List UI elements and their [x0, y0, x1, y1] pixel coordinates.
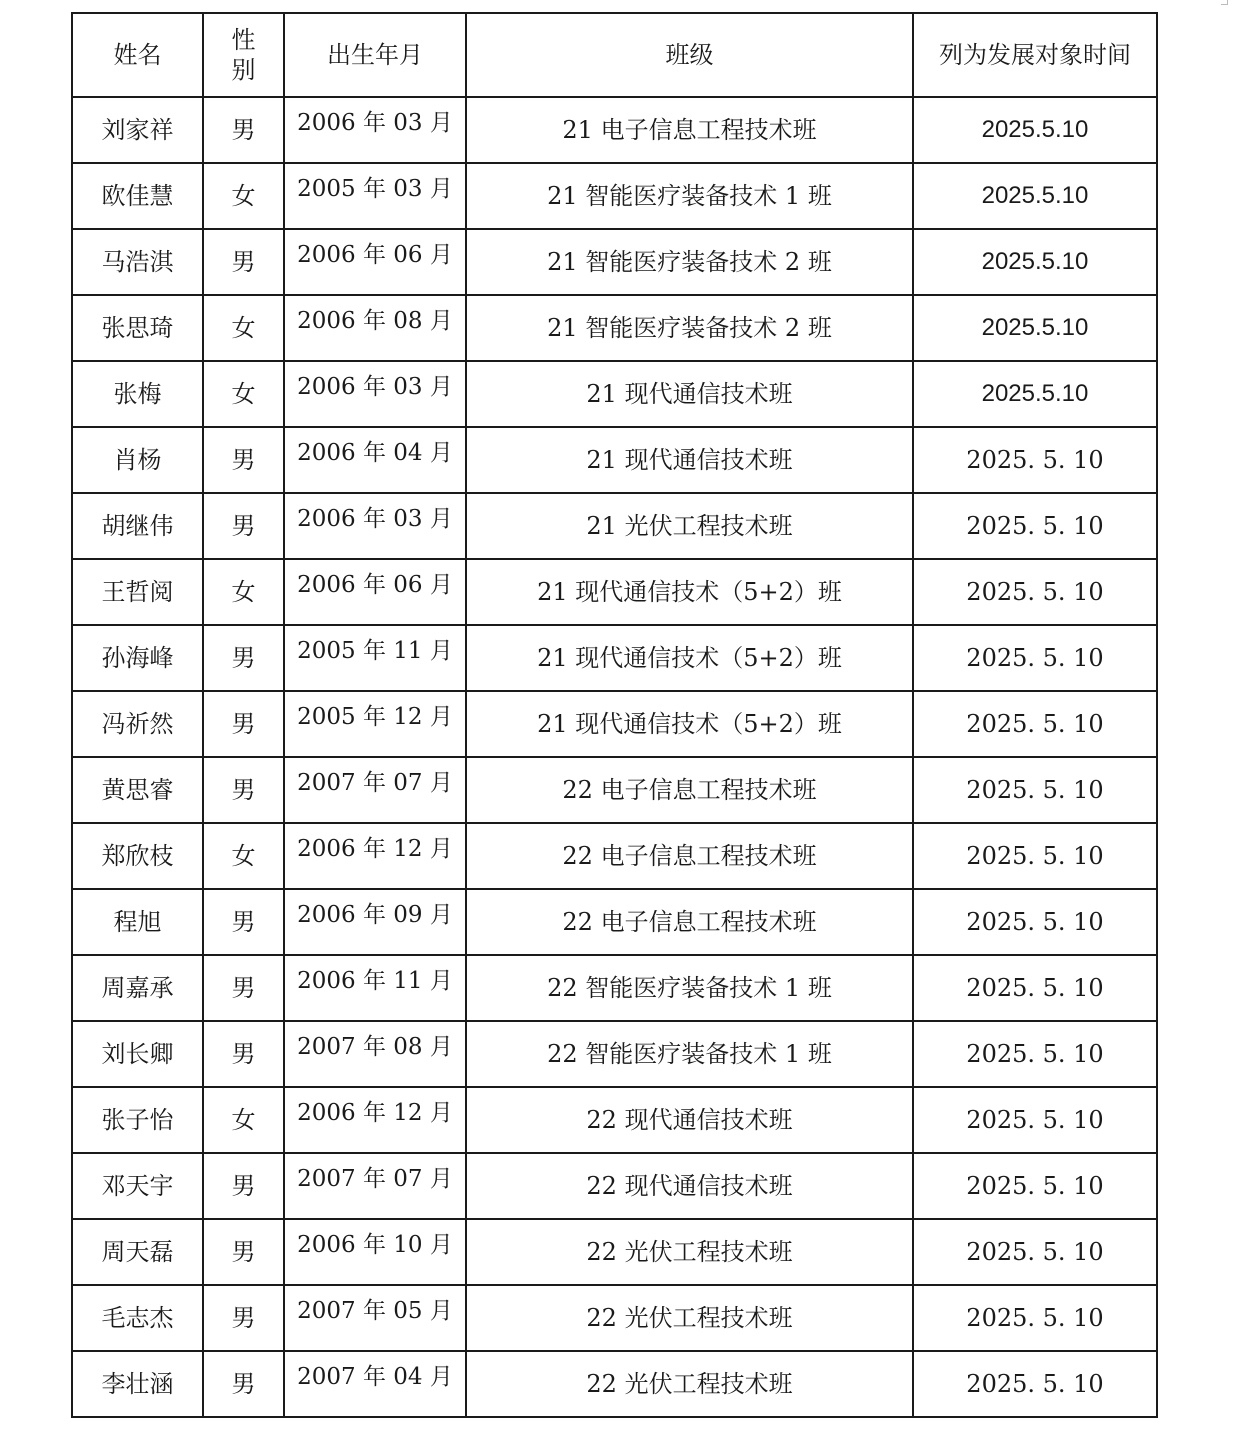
cell-class: 21 现代通信技术（5+2）班	[466, 559, 913, 625]
cell-class: 22 现代通信技术班	[466, 1087, 913, 1153]
table-header-row	[72, 13, 1157, 97]
table-row	[72, 97, 1157, 163]
cell-birth-text: 2006 年 10 月	[297, 1232, 453, 1258]
header-date	[913, 13, 1157, 97]
cell-birth	[284, 955, 466, 1021]
table-row	[72, 1219, 1157, 1285]
cell-date: 2025. 5. 10	[913, 427, 1157, 493]
table-row	[72, 757, 1157, 823]
cell-date: 2025. 5. 10	[913, 559, 1157, 625]
cell-sex: 男	[203, 955, 284, 1021]
corner-mark	[1221, 0, 1228, 5]
cell-class: 22 智能医疗装备技术 1 班	[466, 955, 913, 1021]
cell-sex: 女	[203, 295, 284, 361]
cell-date: 2025. 5. 10	[913, 625, 1157, 691]
header-sex	[203, 13, 284, 97]
cell-birth	[284, 1087, 466, 1153]
header-date-text: 列为发展对象时间	[939, 41, 1131, 69]
header-class: 班级	[466, 13, 913, 97]
cell-birth	[284, 691, 466, 757]
cell-name: 王哲阅	[72, 559, 203, 625]
cell-date: 2025. 5. 10	[913, 889, 1157, 955]
cell-birth-text: 2007 年 08 月	[297, 1034, 453, 1060]
cell-birth-text: 2006 年 09 月	[297, 902, 453, 928]
cell-birth	[284, 625, 466, 691]
cell-sex: 女	[203, 823, 284, 889]
cell-birth-text: 2007 年 07 月	[297, 770, 453, 796]
cell-birth-text: 2006 年 03 月	[297, 110, 453, 136]
table-row	[72, 559, 1157, 625]
cell-sex: 男	[203, 97, 284, 163]
cell-name: 周天磊	[72, 1219, 203, 1285]
cell-sex: 女	[203, 1087, 284, 1153]
cell-class: 21 智能医疗装备技术 2 班	[466, 295, 913, 361]
table-row	[72, 1285, 1157, 1351]
cell-name: 张思琦	[72, 295, 203, 361]
table-row	[72, 163, 1157, 229]
cell-class: 21 现代通信技术（5+2）班	[466, 625, 913, 691]
cell-class: 21 现代通信技术（5+2）班	[466, 691, 913, 757]
cell-date: 2025.5.10	[913, 163, 1157, 229]
cell-sex: 男	[203, 1153, 284, 1219]
table-row	[72, 1153, 1157, 1219]
cell-date: 2025. 5. 10	[913, 493, 1157, 559]
cell-birth	[284, 97, 466, 163]
table-row	[72, 229, 1157, 295]
cell-sex: 男	[203, 625, 284, 691]
cell-sex: 男	[203, 427, 284, 493]
cell-name: 胡继伟	[72, 493, 203, 559]
cell-birth	[284, 1153, 466, 1219]
cell-birth	[284, 889, 466, 955]
cell-class: 22 光伏工程技术班	[466, 1285, 913, 1351]
cell-sex: 男	[203, 1351, 284, 1417]
cell-date: 2025. 5. 10	[913, 823, 1157, 889]
cell-class: 21 现代通信技术班	[466, 427, 913, 493]
cell-birth-text: 2007 年 07 月	[297, 1166, 453, 1192]
cell-birth	[284, 559, 466, 625]
table-row	[72, 1351, 1157, 1417]
header-name: 姓名	[72, 13, 203, 97]
cell-birth-text: 2006 年 03 月	[297, 506, 453, 532]
cell-name: 程旭	[72, 889, 203, 955]
cell-class: 22 智能医疗装备技术 1 班	[466, 1021, 913, 1087]
cell-date: 2025. 5. 10	[913, 1087, 1157, 1153]
cell-date: 2025.5.10	[913, 229, 1157, 295]
cell-birth	[284, 493, 466, 559]
cell-name: 黄思睿	[72, 757, 203, 823]
cell-class: 22 电子信息工程技术班	[466, 889, 913, 955]
table-row	[72, 1021, 1157, 1087]
cell-sex: 男	[203, 1285, 284, 1351]
cell-date: 2025.5.10	[913, 97, 1157, 163]
cell-class: 21 电子信息工程技术班	[466, 97, 913, 163]
cell-sex: 女	[203, 559, 284, 625]
table-row	[72, 823, 1157, 889]
header-birth: 出生年月	[284, 13, 466, 97]
cell-birth	[284, 1021, 466, 1087]
cell-date: 2025.5.10	[913, 361, 1157, 427]
cell-birth	[284, 1285, 466, 1351]
cell-name: 郑欣枝	[72, 823, 203, 889]
cell-birth	[284, 823, 466, 889]
cell-date: 2025.5.10	[913, 295, 1157, 361]
cell-class: 21 光伏工程技术班	[466, 493, 913, 559]
cell-sex: 男	[203, 229, 284, 295]
cell-sex: 女	[203, 361, 284, 427]
cell-birth	[284, 295, 466, 361]
cell-birth-text: 2006 年 06 月	[297, 242, 453, 268]
cell-date: 2025. 5. 10	[913, 1351, 1157, 1417]
cell-date: 2025. 5. 10	[913, 955, 1157, 1021]
cell-name: 李壮涵	[72, 1351, 203, 1417]
cell-sex: 男	[203, 691, 284, 757]
cell-birth	[284, 757, 466, 823]
cell-birth-text: 2006 年 12 月	[297, 1100, 453, 1126]
cell-class: 22 电子信息工程技术班	[466, 757, 913, 823]
cell-date: 2025. 5. 10	[913, 757, 1157, 823]
cell-birth	[284, 361, 466, 427]
table-body	[72, 97, 1157, 1417]
cell-birth-text: 2006 年 12 月	[297, 836, 453, 862]
cell-date: 2025. 5. 10	[913, 1153, 1157, 1219]
member-roster-table	[71, 12, 1158, 1418]
cell-sex: 女	[203, 163, 284, 229]
table-row	[72, 361, 1157, 427]
cell-name: 肖杨	[72, 427, 203, 493]
cell-class: 22 现代通信技术班	[466, 1153, 913, 1219]
cell-date: 2025. 5. 10	[913, 1021, 1157, 1087]
table-row	[72, 295, 1157, 361]
cell-birth-text: 2007 年 04 月	[297, 1364, 453, 1390]
cell-birth-text: 2006 年 04 月	[297, 440, 453, 466]
cell-class: 21 智能医疗装备技术 1 班	[466, 163, 913, 229]
cell-birth-text: 2006 年 03 月	[297, 374, 453, 400]
cell-birth-text: 2005 年 12 月	[297, 704, 453, 730]
cell-name: 毛志杰	[72, 1285, 203, 1351]
cell-birth	[284, 163, 466, 229]
cell-class: 21 智能医疗装备技术 2 班	[466, 229, 913, 295]
table-row	[72, 955, 1157, 1021]
cell-birth-text: 2007 年 05 月	[297, 1298, 453, 1324]
cell-class: 22 光伏工程技术班	[466, 1219, 913, 1285]
cell-name: 刘长卿	[72, 1021, 203, 1087]
cell-sex: 男	[203, 757, 284, 823]
cell-birth-text: 2006 年 11 月	[297, 968, 453, 994]
cell-birth	[284, 427, 466, 493]
cell-sex: 男	[203, 1021, 284, 1087]
cell-birth	[284, 1219, 466, 1285]
cell-birth-text: 2005 年 03 月	[297, 176, 453, 202]
table-row	[72, 493, 1157, 559]
cell-birth	[284, 1351, 466, 1417]
table-row	[72, 1087, 1157, 1153]
cell-sex: 男	[203, 1219, 284, 1285]
cell-sex: 男	[203, 493, 284, 559]
table-row	[72, 625, 1157, 691]
table-row	[72, 691, 1157, 757]
cell-name: 邓天宇	[72, 1153, 203, 1219]
cell-date: 2025. 5. 10	[913, 691, 1157, 757]
cell-birth-text: 2006 年 08 月	[297, 308, 453, 334]
cell-name: 刘家祥	[72, 97, 203, 163]
table-row	[72, 889, 1157, 955]
cell-name: 欧佳慧	[72, 163, 203, 229]
cell-date: 2025. 5. 10	[913, 1219, 1157, 1285]
cell-name: 周嘉承	[72, 955, 203, 1021]
cell-class: 22 光伏工程技术班	[466, 1351, 913, 1417]
cell-class: 22 电子信息工程技术班	[466, 823, 913, 889]
cell-birth-text: 2006 年 06 月	[297, 572, 453, 598]
cell-name: 张梅	[72, 361, 203, 427]
cell-class: 21 现代通信技术班	[466, 361, 913, 427]
cell-birth-text: 2005 年 11 月	[297, 638, 453, 664]
cell-name: 张子怡	[72, 1087, 203, 1153]
header-sex-text: 性别	[231, 26, 256, 84]
cell-name: 马浩淇	[72, 229, 203, 295]
cell-sex: 男	[203, 889, 284, 955]
cell-birth	[284, 229, 466, 295]
cell-name: 冯祈然	[72, 691, 203, 757]
cell-name: 孙海峰	[72, 625, 203, 691]
table-row	[72, 427, 1157, 493]
cell-date: 2025. 5. 10	[913, 1285, 1157, 1351]
